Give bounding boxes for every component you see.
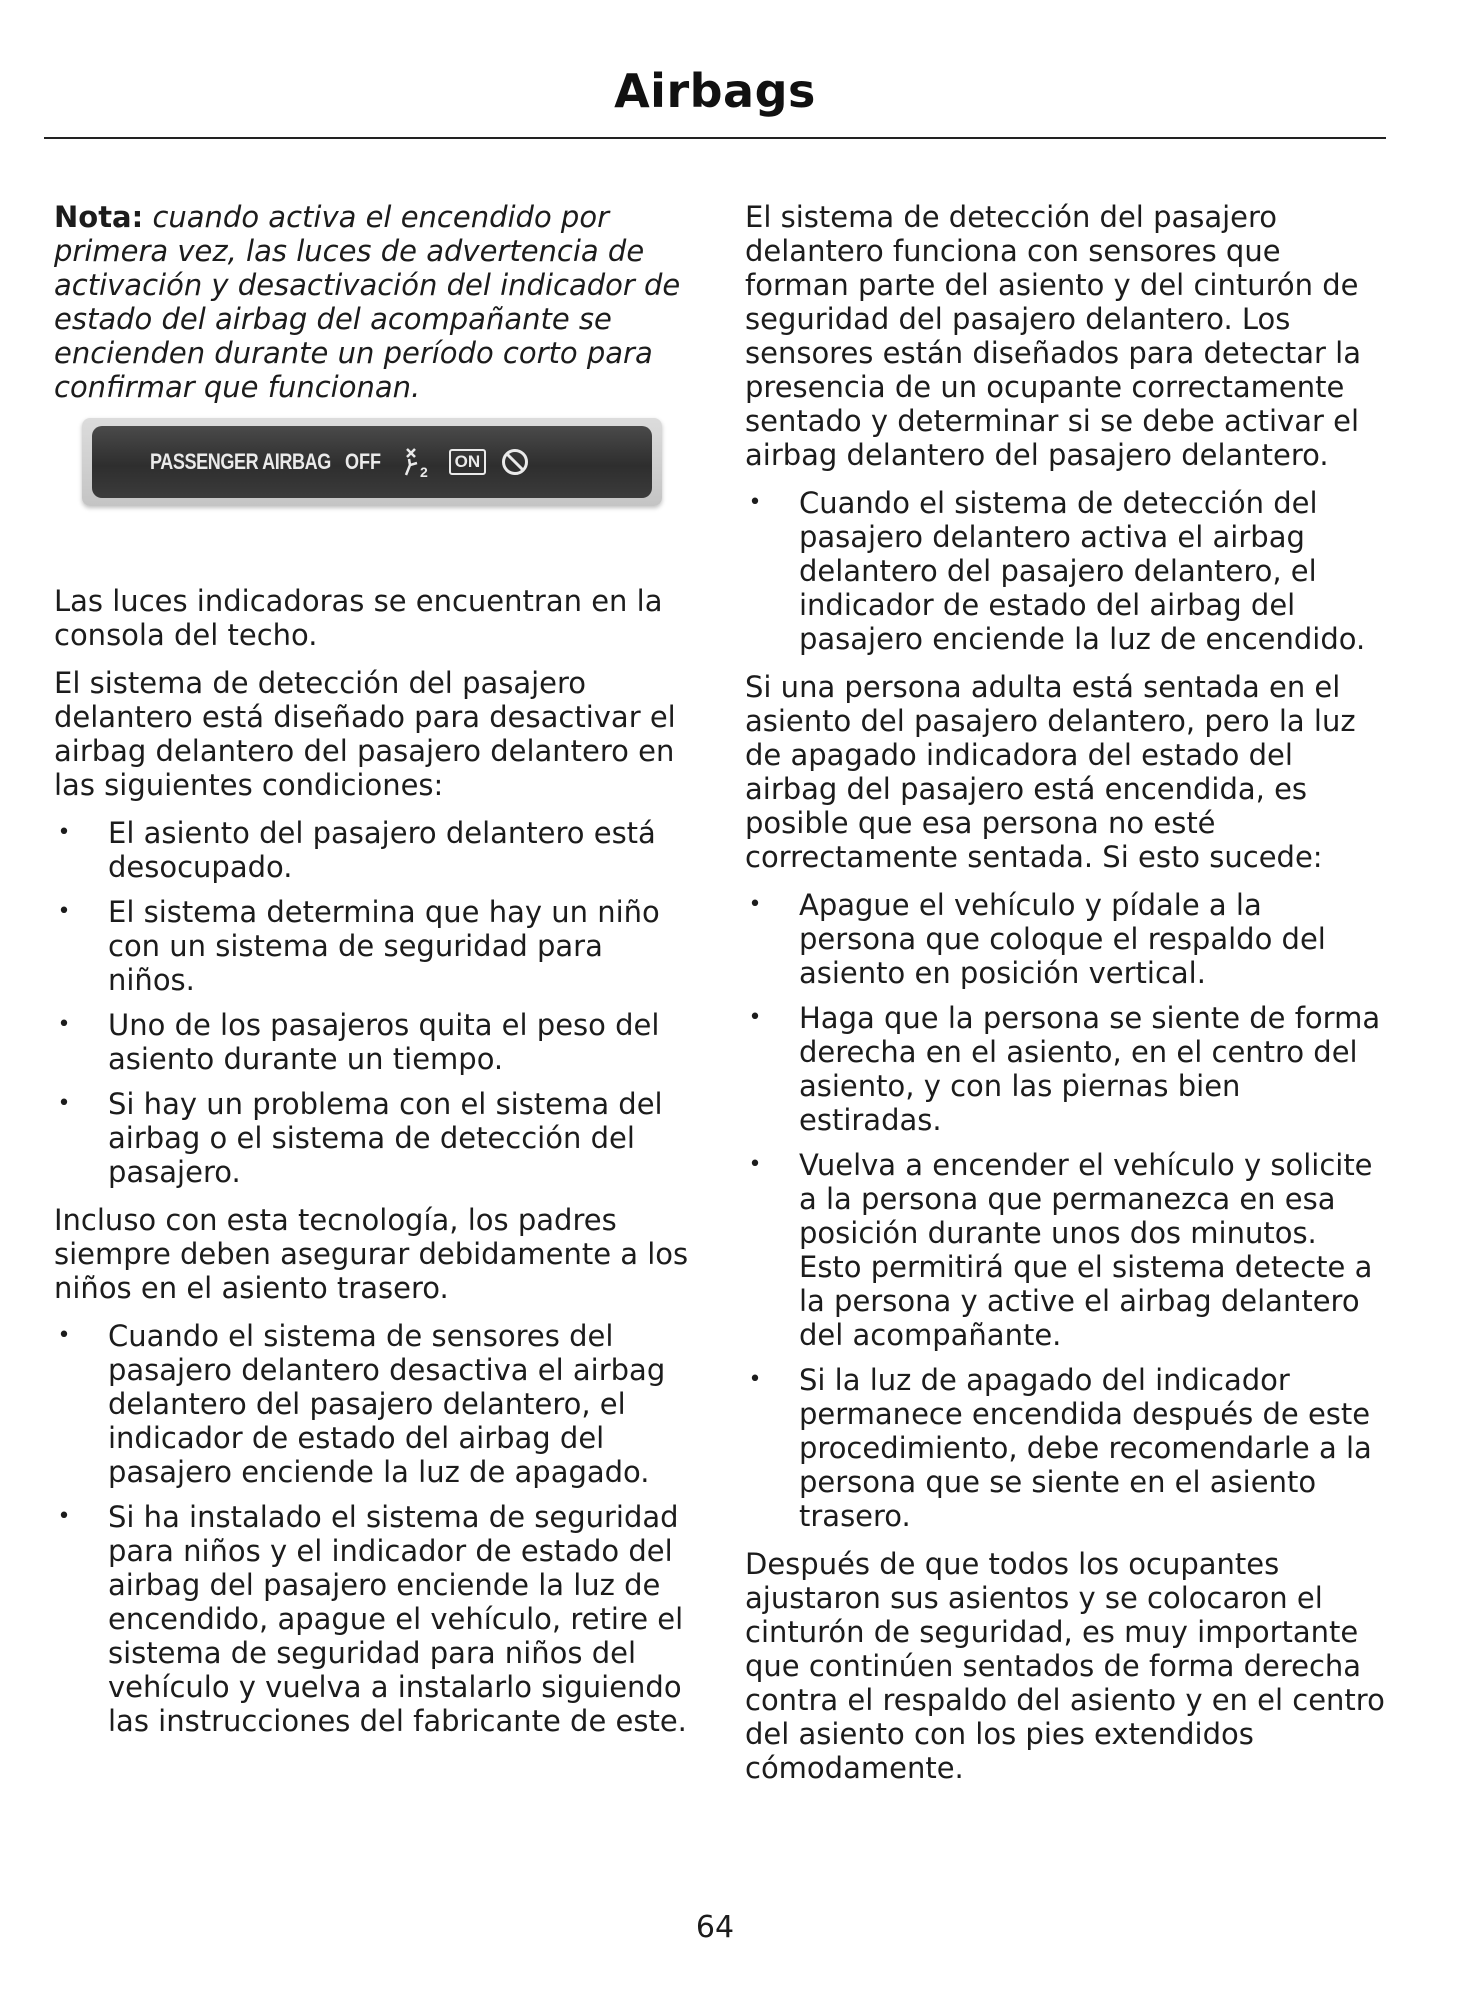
seat-occupant-icon xyxy=(401,445,435,479)
list-item-text: El asiento del pasajero delantero está desocupado. xyxy=(108,816,656,884)
list-item xyxy=(54,1008,694,1076)
list-item-text: Cuando el sistema de sensores del pasajero delantero desactiva el airbag delantero del pasajero delantero, el indicador de estado del airbag del pasajero enciende la luz de apagado. xyxy=(108,1319,666,1489)
list-item-text: Haga que la persona se siente de forma derecha en el asiento, en el centro del asiento, y con las piernas bien estiradas. xyxy=(799,1001,1381,1137)
page-number: 64 xyxy=(695,1910,735,1945)
bullet-icon: • xyxy=(57,899,71,924)
list-item-text: Si hay un problema con el sistema del airbag o el sistema de detección del pasajero. xyxy=(108,1087,663,1189)
bullet-icon: • xyxy=(748,1367,762,1392)
bullet-list xyxy=(745,486,1385,656)
list-item xyxy=(54,816,694,884)
list-item-text: Si ha instalado el sistema de seguridad para niños y el indicador de estado del airbag del pasajero enciende la luz de encendido, apague el vehículo, retire el sistema de seguridad para niños del vehículo y vuelva a instalarlo siguiendo las instrucciones del fabricante de este. xyxy=(108,1500,687,1738)
bullet-icon: • xyxy=(57,1323,71,1348)
list-item xyxy=(745,888,1385,990)
list-item xyxy=(54,1319,694,1489)
bullet-icon: • xyxy=(748,892,762,917)
bullet-list xyxy=(54,816,694,1189)
paragraph: Las luces indicadoras se encuentran en la consola del techo. xyxy=(54,584,663,652)
paragraph: Después de que todos los ocupantes ajustaron sus asientos y se colocaron el cinturón de seguridad, es muy importante que continúen sentados de forma derecha contra el respaldo del asiento y en el centro del asiento con los pies extendidos cómodamente. xyxy=(745,1547,1385,1785)
paragraph: Incluso con esta tecnología, los padres siempre deben asegurar debidamente a los niños en el asiento trasero. xyxy=(54,1203,689,1305)
list-item-text: El sistema determina que hay un niño con un sistema de seguridad para niños. xyxy=(108,895,660,997)
list-item xyxy=(745,486,1385,656)
bullet-icon: • xyxy=(748,490,762,515)
paragraph: El sistema de detección del pasajero delantero funciona con sensores que forman parte del asiento y del cinturón de seguridad del pasajero delantero. Los sensores están diseñados para detectar la presencia de un ocupante correctamente sentado y determinar si se debe activar el airbag delantero del pasajero delantero. xyxy=(745,200,1361,472)
list-item xyxy=(745,1148,1385,1352)
paragraph: Si una persona adulta está sentada en el asiento del pasajero delantero, pero la luz de apagado indicadora del estado del airbag del pasajero está encendida, es posible que esa persona no esté correctamente sentada. Si esto sucede: xyxy=(745,670,1356,874)
indicator-off-text: OFF xyxy=(344,449,381,474)
bullet-icon: • xyxy=(57,1091,71,1116)
list-item xyxy=(54,1087,694,1189)
left-column xyxy=(54,200,694,1752)
list-item-text: Si la luz de apagado del indicador permanece encendida después de este procedimiento, debe recomendarle a la persona que se siente en el asiento trasero. xyxy=(799,1363,1372,1533)
prohibit-icon xyxy=(500,447,530,477)
indicator-on-text: ON xyxy=(449,449,487,475)
indicator-label: PASSENGER AIRBAG xyxy=(150,449,331,474)
right-column xyxy=(745,200,1385,1799)
page-title: Airbags xyxy=(614,64,816,118)
bullet-icon: • xyxy=(748,1005,762,1030)
passenger-airbag-indicator-image xyxy=(82,418,662,506)
bullet-list xyxy=(54,1319,694,1738)
indicator-panel xyxy=(92,426,652,498)
note-label: Nota: xyxy=(54,200,144,234)
list-item xyxy=(54,1500,694,1738)
list-item-text: Apague el vehículo y pídale a la persona que coloque el respaldo del asiento en posición vertical. xyxy=(799,888,1326,990)
bullet-icon: • xyxy=(57,1012,71,1037)
list-item-text: Cuando el sistema de detección del pasajero delantero activa el airbag delantero del pasajero delantero, el indicador de estado del airbag del pasajero enciende la luz de encendido. xyxy=(799,486,1366,656)
svg-text:2: 2 xyxy=(419,464,428,479)
list-item xyxy=(54,895,694,997)
list-item xyxy=(745,1363,1385,1533)
bullet-icon: • xyxy=(57,1504,71,1529)
list-item-text: Uno de los pasajeros quita el peso del asiento durante un tiempo. xyxy=(108,1008,660,1076)
bullet-list xyxy=(745,888,1385,1533)
paragraph: El sistema de detección del pasajero delantero está diseñado para desactivar el airbag delantero del pasajero delantero en las siguientes condiciones: xyxy=(54,666,676,802)
note-paragraph xyxy=(54,200,694,404)
note-text: cuando activa el encendido por primera vez, las luces de advertencia de activación y desactivación del indicador de estado del airbag del acompañante se encienden durante un período corto para confirmar que funcionan. xyxy=(54,200,681,404)
bullet-icon: • xyxy=(748,1152,762,1177)
title-divider xyxy=(44,137,1386,139)
list-item-text: Vuelva a encender el vehículo y solicite a la persona que permanezca en esa posición durante unos dos minutos. Esto permitirá que el sistema detecte a la persona y active el airbag delantero del acompañante. xyxy=(799,1148,1373,1352)
bullet-icon: • xyxy=(57,820,71,845)
list-item xyxy=(745,1001,1385,1137)
